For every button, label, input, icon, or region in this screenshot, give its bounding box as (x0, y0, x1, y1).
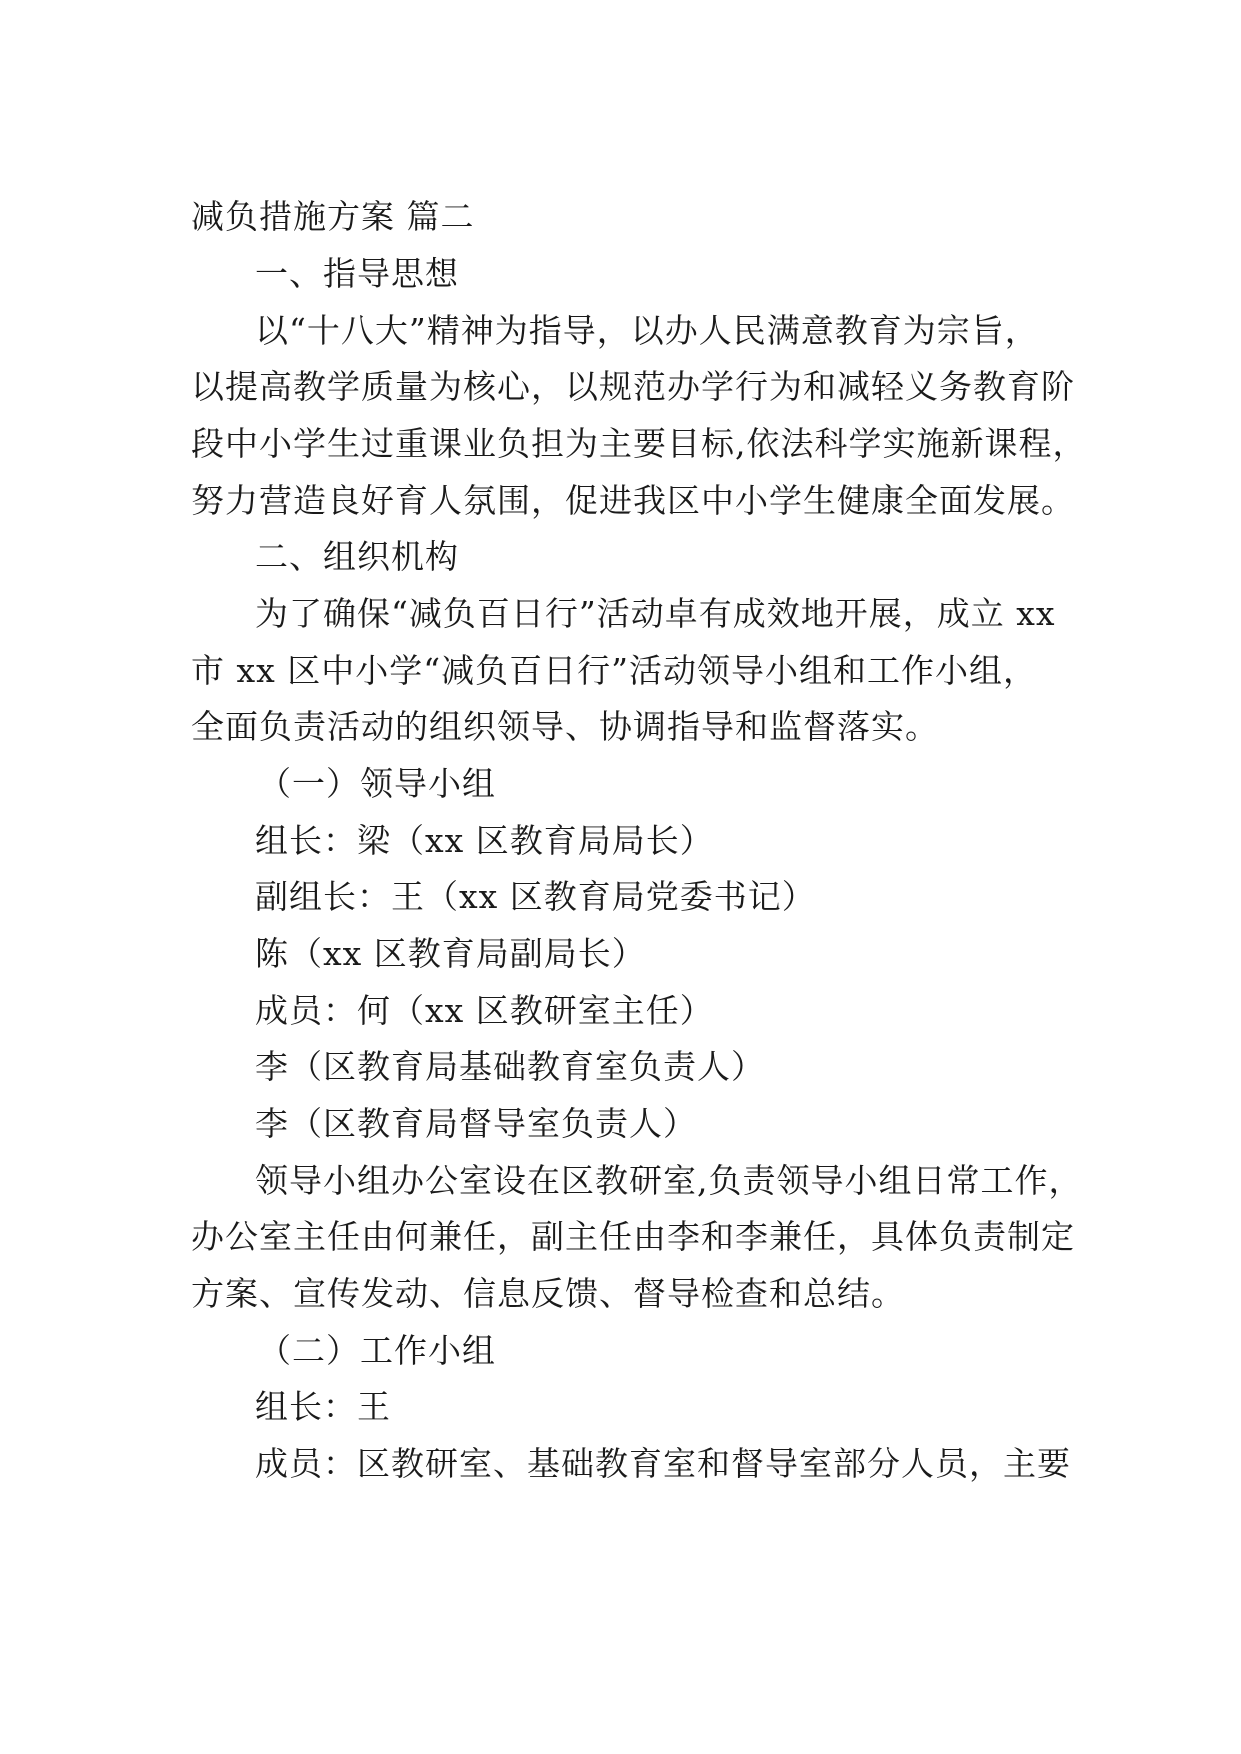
paragraph-line: 以提高教学质量为核心，以规范办学行为和减轻义务教育阶 (191, 367, 1075, 406)
paragraph-line: 成员：区教研室、基础教育室和督导室部分人员，主要 (255, 1444, 1071, 1483)
paragraph-line: 办公室主任由何兼任，副主任由李和李兼任，具体负责制定 (191, 1217, 1075, 1256)
member-line: 李（区教育局督导室负责人） (255, 1104, 697, 1143)
paragraph-line: 方案、宣传发动、信息反馈、督导检查和总结。 (191, 1274, 905, 1313)
paragraph-line: 为了确保“减负百日行”活动卓有成效地开展，成立 xx (255, 594, 1056, 633)
paragraph-line: 领导小组办公室设在区教研室,负责领导小组日常工作， (255, 1161, 1083, 1200)
subsection-heading-work-group: （二）工作小组 (258, 1331, 496, 1370)
member-line: 陈（xx 区教育局副局长） (255, 934, 646, 973)
paragraph-line: 全面负责活动的组织领导、协调指导和监督落实。 (191, 707, 939, 746)
member-line: 李（区教育局基础教育室负责人） (255, 1047, 765, 1086)
member-line: 组长：梁（xx 区教育局局长） (255, 821, 714, 860)
section-heading-guiding-ideology: 一、指导思想 (255, 254, 459, 293)
member-line: 副组长：王（xx 区教育局党委书记） (255, 877, 816, 916)
paragraph-line: 努力营造良好育人氛围，促进我区中小学生健康全面发展。 (191, 481, 1075, 520)
member-line: 成员：何（xx 区教研室主任） (255, 991, 714, 1030)
subsection-heading-leadership-group: （一）领导小组 (258, 764, 496, 803)
document-title: 减负措施方案 篇二 (191, 197, 475, 236)
paragraph-line: 段中小学生过重课业负担为主要目标,依法科学实施新课程， (191, 424, 1087, 463)
paragraph-line: 市 xx 区中小学“减负百日行”活动领导小组和工作小组， (191, 651, 1037, 690)
member-line: 组长：王 (255, 1387, 391, 1426)
section-heading-organization: 二、组织机构 (255, 537, 459, 576)
paragraph-line: 以“十八大”精神为指导，以办人民满意教育为宗旨， (255, 311, 1039, 350)
